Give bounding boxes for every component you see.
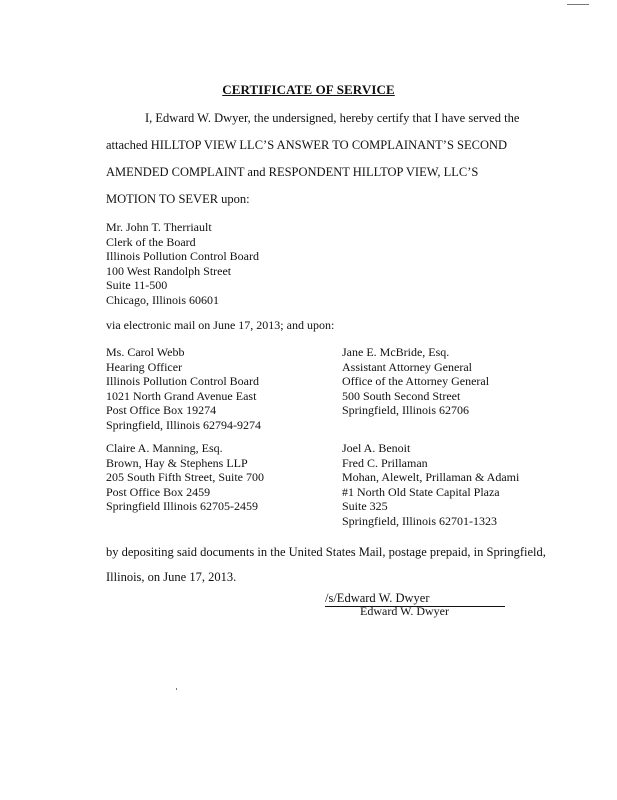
address-line: 500 South Second Street bbox=[342, 388, 461, 403]
address-line: Suite 325 bbox=[342, 499, 388, 514]
address-line: Illinois Pollution Control Board bbox=[106, 374, 260, 389]
address-line: Springfield, Illinois 62794-9274 bbox=[106, 417, 261, 432]
address-line: Springfield, Illinois 62701-1323 bbox=[342, 513, 497, 528]
address-line: Ms. Carol Webb bbox=[106, 345, 185, 359]
address-line: 205 South Fifth Street, Suite 700 bbox=[106, 470, 265, 485]
recipient-address-jane-mcbride bbox=[342, 345, 489, 418]
page-title: CERTIFICATE OF SERVICE bbox=[222, 82, 395, 97]
address-line: Chicago, Illinois 60601 bbox=[106, 292, 219, 307]
intro-line-3: AMENDED COMPLAINT and RESPONDENT HILLTOP VIEW, LLC’S bbox=[106, 165, 479, 179]
address-line: Claire A. Manning, Esq. bbox=[106, 441, 223, 455]
address-line: Hearing Officer bbox=[106, 359, 183, 374]
closing-line-2: Illinois, on June 17, 2013. bbox=[106, 570, 237, 584]
service-method: via electronic mail on June 17, 2013; and upon: bbox=[106, 318, 335, 332]
address-line: Clerk of the Board bbox=[106, 234, 196, 249]
address-line: Mr. John T. Therriault bbox=[106, 220, 212, 234]
scan-artifact bbox=[567, 4, 589, 5]
address-line: 100 West Randolph Street bbox=[106, 263, 232, 278]
address-line: Post Office Box 2459 bbox=[106, 484, 211, 499]
address-line: Post Office Box 19274 bbox=[106, 403, 217, 418]
primary-recipient-address bbox=[106, 220, 259, 308]
address-line: Fred C. Prillaman bbox=[342, 455, 428, 470]
signature-printed-name: Edward W. Dwyer bbox=[360, 604, 449, 618]
address-line: 1021 North Grand Avenue East bbox=[106, 388, 257, 403]
address-line: Mohan, Alewelt, Prillaman & Adami bbox=[342, 470, 520, 485]
address-line: Springfield Illinois 62705-2459 bbox=[106, 499, 258, 514]
scan-artifact bbox=[176, 688, 177, 690]
recipient-address-claire-manning bbox=[106, 441, 264, 514]
address-line: Suite 11-500 bbox=[106, 278, 168, 293]
address-line: Assistant Attorney General bbox=[342, 359, 472, 374]
address-line: Office of the Attorney General bbox=[342, 374, 490, 389]
address-line: Brown, Hay & Stephens LLP bbox=[106, 455, 248, 470]
intro-line-2: attached HILLTOP VIEW LLC’S ANSWER TO COMPLAINANT’S SECOND bbox=[106, 138, 508, 152]
closing-line-1: by depositing said documents in the United States Mail, postage prepaid, in Springfield, bbox=[106, 545, 546, 559]
recipient-address-carol-webb bbox=[106, 345, 261, 433]
address-line: Joel A. Benoit bbox=[342, 441, 411, 455]
address-line: Springfield, Illinois 62706 bbox=[342, 403, 469, 418]
address-line: Illinois Pollution Control Board bbox=[106, 249, 260, 264]
intro-line-1: I, Edward W. Dwyer, the undersigned, hereby certify that I have served the bbox=[145, 111, 520, 125]
address-line: #1 North Old State Capital Plaza bbox=[342, 484, 500, 499]
address-line: Jane E. McBride, Esq. bbox=[342, 345, 450, 359]
recipient-address-joel-benoit bbox=[342, 441, 519, 529]
signature-electronic: /s/Edward W. Dwyer bbox=[325, 591, 505, 607]
intro-line-4: MOTION TO SEVER upon: bbox=[106, 192, 250, 206]
